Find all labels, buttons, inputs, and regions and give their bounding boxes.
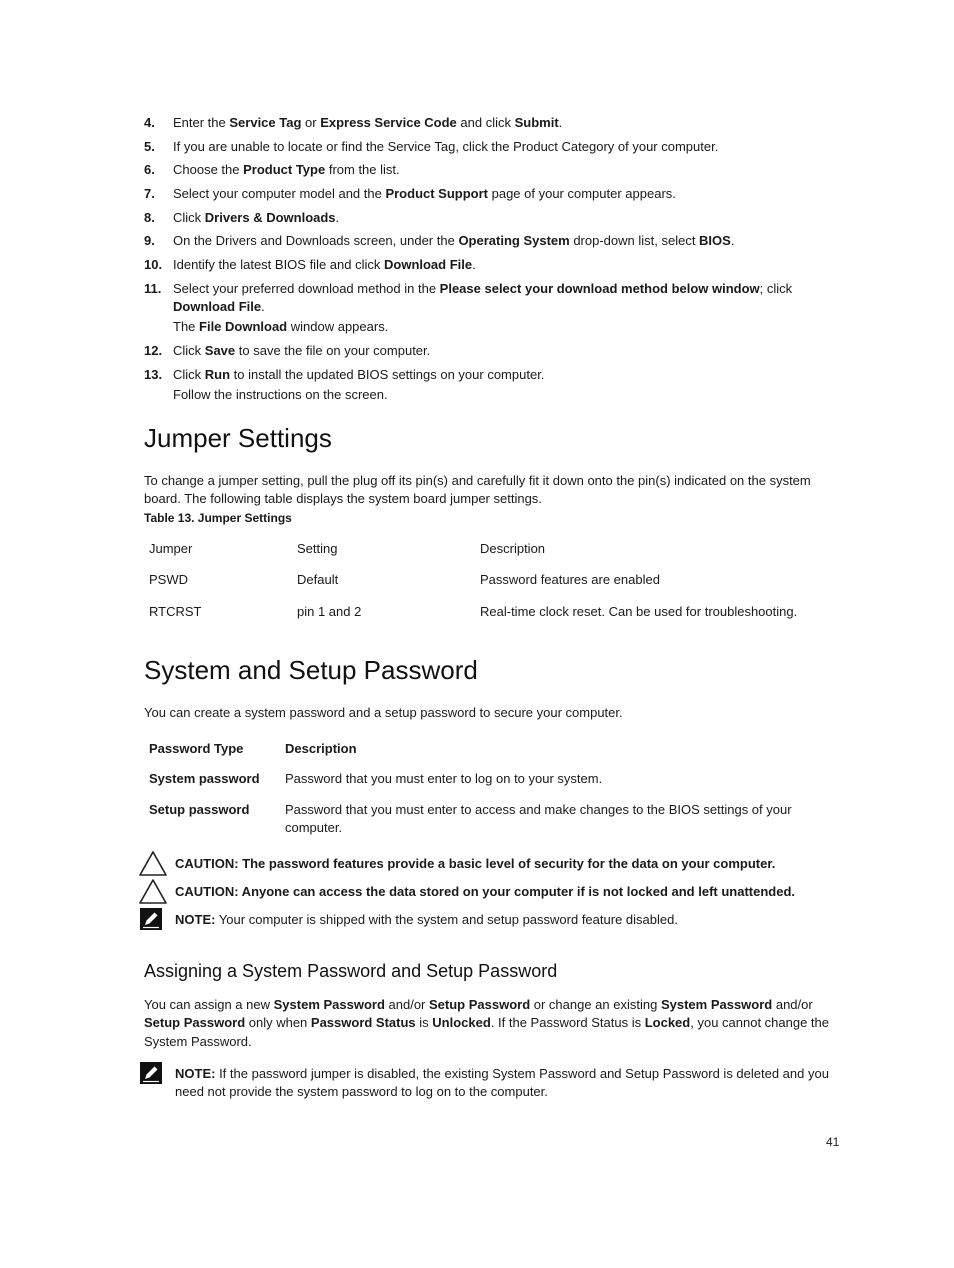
column-header: Password Type	[149, 741, 244, 757]
step-number: 11.	[144, 280, 162, 296]
jumper-settings-section	[144, 423, 840, 630]
table-cell: Password that you must enter to access and make changes to the BIOS settings of your computer.	[285, 801, 792, 835]
caution-notice	[144, 855, 840, 873]
step-followup: Follow the instructions on the screen.	[173, 386, 388, 402]
column-header: Setting	[297, 541, 338, 557]
caution-triangle-icon	[138, 877, 168, 907]
note-notice: NOTE: Your computer is shipped with the system and setup password feature disabled.	[144, 911, 840, 929]
table-row	[144, 567, 840, 598]
table-cell: System password	[149, 771, 260, 787]
step-11: 11. Select your preferred download method in the Please select your download method below window; click Download File. The File Download window appears.	[144, 280, 840, 337]
document-page	[144, 114, 840, 1101]
step-number: 5.	[144, 138, 155, 154]
table-cell: pin 1 and 2	[297, 603, 362, 619]
section-heading: System and Setup Password	[144, 654, 478, 685]
subsection-heading: Assigning a System Password and Setup Password	[144, 960, 558, 981]
step-number: 9.	[144, 233, 155, 249]
column-header: Description	[285, 741, 357, 757]
step-4: 4. Enter the Service Tag or Express Service Code and click Submit.	[144, 114, 840, 132]
table-row	[144, 797, 840, 845]
step-7: 7. Select your computer model and the Product Support page of your computer appears.	[144, 185, 840, 203]
bios-update-steps	[144, 114, 840, 404]
step-number: 6.	[144, 162, 155, 178]
table-cell: Setup password	[149, 801, 250, 817]
table-row	[144, 766, 840, 796]
step-number: 4.	[144, 115, 155, 130]
table-cell: Password that you must enter to log on to your system.	[285, 771, 603, 787]
table-header-row	[144, 736, 840, 766]
assign-password-section	[144, 961, 840, 1102]
note-notice: NOTE: If the password jumper is disabled, the existing System Password and Setup Password is deleted and you need not provide the system password to log on to the computer.	[144, 1065, 840, 1101]
step-13: 13. Click Run to install the updated BIOS settings on your computer. Follow the instructions on the screen.	[144, 366, 840, 404]
step-10: 10. Identify the latest BIOS file and click Download File.	[144, 256, 840, 274]
step-5: 5. If you are unable to locate or find the Service Tag, click the Product Category of your computer.	[144, 138, 840, 156]
step-followup: The File Download window appears.	[173, 319, 389, 335]
section-heading: Jumper Settings	[144, 422, 332, 453]
step-6: 6. Choose the Product Type from the list.	[144, 161, 840, 179]
page-number: 41	[826, 1135, 840, 1149]
note-pencil-icon	[140, 908, 162, 930]
table-cell: PSWD	[149, 572, 188, 588]
table-cell: Password features are enabled	[480, 572, 660, 588]
table-cell: Default	[297, 572, 339, 588]
step-number: 8.	[144, 209, 155, 225]
table-header-row	[144, 536, 840, 567]
section-intro: You can create a system password and a setup password to secure your computer.	[144, 705, 623, 721]
note-pencil-icon	[140, 1062, 162, 1084]
section-intro: You can assign a new System Password and/or Setup Password or change an existing System Password and/or Setup Password only when Password Status is Unlocked. If the Password Status is Locked, you cannot change the System Password.	[144, 997, 830, 1049]
table-cell: Real-time clock reset. Can be used for troubleshooting.	[480, 603, 798, 619]
caution-notice	[144, 883, 840, 901]
step-8: 8. Click Drivers & Downloads.	[144, 209, 840, 227]
column-header: Jumper	[149, 541, 193, 557]
step-number: 12.	[144, 342, 163, 358]
section-intro: To change a jumper setting, pull the plug off its pin(s) and carefully fit it down onto the pin(s) indicated on the system board. The following table displays the system board jumper settings.	[144, 473, 811, 507]
caution-text: CAUTION: Anyone can access the data stored on your computer if is not locked and left unattended.	[175, 884, 796, 900]
step-number: 7.	[144, 186, 155, 202]
caution-text: CAUTION: The password features provide a basic level of security for the data on your computer.	[175, 855, 776, 871]
column-header: Description	[480, 541, 546, 557]
system-setup-password-section	[144, 655, 840, 930]
password-types-table	[144, 736, 840, 845]
jumper-settings-table	[144, 536, 840, 630]
step-number: 10.	[144, 257, 163, 273]
step-12: 12. Click Save to save the file on your computer.	[144, 342, 840, 360]
table-cell: RTCRST	[149, 603, 202, 619]
caution-triangle-icon	[138, 849, 168, 879]
step-number: 13.	[144, 366, 163, 382]
table-caption: Table 13. Jumper Settings	[144, 510, 292, 525]
step-9: 9. On the Drivers and Downloads screen, under the Operating System drop-down list, select BIOS.	[144, 232, 840, 250]
table-row	[144, 599, 840, 630]
